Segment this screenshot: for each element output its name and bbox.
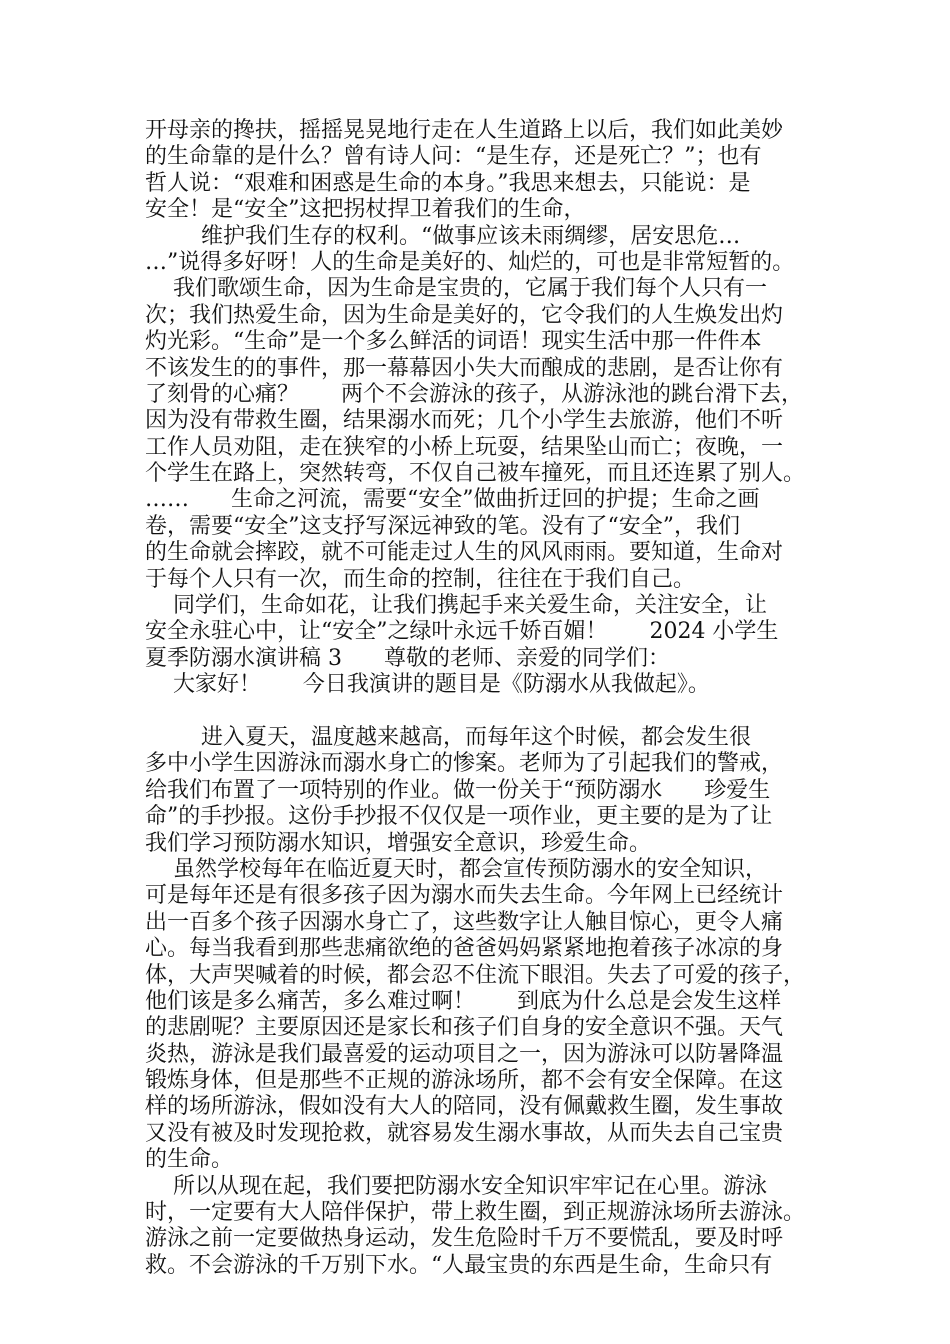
text-line: 我们学习预防溺水知识，增强安全意识，珍爱生命。 bbox=[145, 830, 652, 856]
text-line: 命”的手抄报。这份手抄报不仅仅是一项作业，更主要的是为了让 bbox=[145, 804, 773, 830]
text-line: 哲人说：“艰难和困惑是生命的本身。”我思来想去，只能说：是 bbox=[145, 170, 751, 196]
text-line: 样的场所游泳，假如没有大人的陪同，没有佩戴救生圈，发生事故 bbox=[145, 1094, 784, 1120]
text-line: 了刻骨的心痛？ 两个不会游泳的孩子，从游泳池的跳台滑下去， bbox=[145, 381, 803, 407]
text-line: 多中小学生因游泳而溺水身亡的惨案。老师为了引起我们的警戒， bbox=[145, 751, 784, 777]
text-line: 我们歌颂生命，因为生命是宝贵的，它属于我们每个人只有一 bbox=[145, 276, 767, 302]
text-line: 时，一定要有大人陪伴保护，带上救生圈，到正规游泳场所去游泳。 bbox=[145, 1200, 806, 1226]
text-line: 给我们布置了一项特别的作业。做一份关于“预防溺水 珍爱生 bbox=[145, 777, 771, 803]
text-line: 出一百多个孩子因溺水身亡了，这些数字让人触目惊心，更令人痛 bbox=[145, 909, 784, 935]
text-line: 又没有被及时发现抢救，就容易发生溺水事故，从而失去自己宝贵 bbox=[145, 1120, 784, 1146]
text-line: 灼光彩。“生命”是一个多么鲜活的词语！现实生活中那一件件本 bbox=[145, 329, 762, 355]
text-line: 不该发生的的事件，那一幕幕因小失大而酿成的悲剧，是否让你有 bbox=[145, 355, 784, 381]
text-line: 心。每当我看到那些悲痛欲绝的爸爸妈妈紧紧地抱着孩子冰凉的身 bbox=[145, 936, 784, 962]
text-line: 所以从现在起，我们要把防溺水安全知识牢牢记在心里。游泳 bbox=[145, 1173, 767, 1199]
text-line: 大家好！ 今日我演讲的题目是《防溺水从我做起》。 bbox=[145, 672, 710, 698]
text-line: 救。不会游泳的千万别下水。“人最宝贵的东西是生命，生命只有 bbox=[145, 1252, 773, 1278]
text-line: 因为没有带救生圈，结果溺水而死；几个小学生去旅游，他们不听 bbox=[145, 408, 784, 434]
text-line: 个学生在路上，突然转弯，不仅自己被车撞死，而且还连累了别人。 bbox=[145, 461, 806, 487]
text-line: 开母亲的搀扶，摇摇晃晃地行走在人生道路上以后，我们如此美妙 bbox=[145, 118, 784, 143]
text-line: 游泳之前一定要做热身运动，发生危险时千万不要慌乱，要及时呼 bbox=[145, 1226, 784, 1252]
text-line: 的生命。 bbox=[145, 1147, 234, 1173]
text-line: 同学们，生命如花，让我们携起手来关爱生命，关注安全，让 bbox=[145, 593, 767, 619]
text-line: 工作人员劝阻，走在狭窄的小桥上玩耍，结果坠山而亡；夜晚，一 bbox=[145, 434, 784, 460]
text-line: 炎热，游泳是我们最喜爱的运动项目之一，因为游泳可以防暑降温 bbox=[145, 1041, 784, 1067]
text-line: …… 生命之河流，需要“安全”做曲折迂回的护提；生命之画 bbox=[145, 487, 760, 513]
text-line: 的生命靠的是什么？曾有诗人问：“是生存，还是死亡？”；也有 bbox=[145, 144, 762, 170]
text-line: 的悲剧呢？主要原因还是家长和孩子们自身的安全意识不强。天气 bbox=[145, 1015, 784, 1041]
text-line: 安全永驻心中，让“安全”之绿叶永远千娇百媚！ 2024 小学生 bbox=[145, 619, 779, 645]
body-text bbox=[145, 118, 815, 1279]
text-line: …”说得多好呀！人的生命是美好的、灿烂的，可也是非常短暂的。 bbox=[145, 249, 795, 275]
text-line: 次；我们热爱生命，因为生命是美好的，它令我们的人生焕发出灼 bbox=[145, 302, 784, 328]
text-line: 进入夏天，温度越来越高，而每年这个时候，都会发生很 bbox=[145, 724, 751, 750]
text-line: 维护我们生存的权利。“做事应该未雨绸缪，居安思危… bbox=[145, 223, 741, 249]
text-line: 于每个人只有一次，而生命的控制，往往在于我们自己。 bbox=[145, 566, 696, 592]
text-line: 体，大声哭喊着的时候，都会忍不住流下眼泪。失去了可爱的孩子， bbox=[145, 962, 806, 988]
text-line bbox=[145, 699, 815, 725]
text-line: 虽然学校每年在临近夏天时，都会宣传预防溺水的安全知识， bbox=[145, 856, 767, 882]
text-line: 可是每年还是有很多孩子因为溺水而失去生命。今年网上已经统计 bbox=[145, 883, 784, 909]
text-line: 锻炼身体，但是那些不正规的游泳场所，都不会有安全保障。在这 bbox=[145, 1068, 784, 1094]
text-line: 夏季防溺水演讲稿 3 尊敬的老师、亲爱的同学们： bbox=[145, 645, 670, 671]
text-line: 卷，需要“安全”这支抒写深远神致的笔。没有了“安全”，我们 bbox=[145, 513, 740, 539]
text-line: 他们该是多么痛苦，多么难过啊！ 到底为什么总是会发生这样 bbox=[145, 988, 781, 1014]
text-line: 的生命就会摔跤，就不可能走过人生的风风雨雨。要知道，生命对 bbox=[145, 540, 784, 566]
text-line: 安全！是“安全”这把拐杖捍卫着我们的生命， bbox=[145, 197, 586, 223]
